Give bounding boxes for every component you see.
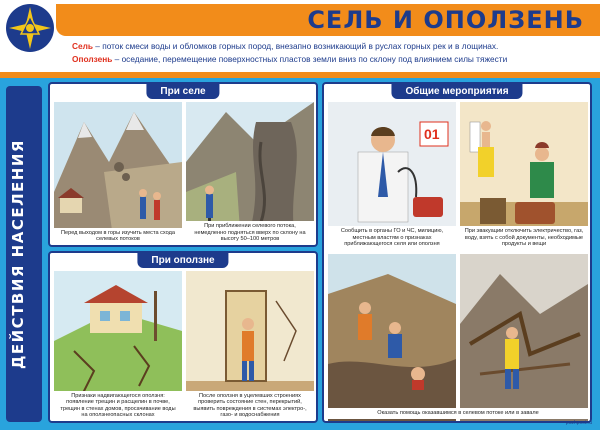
definitions <box>72 40 597 66</box>
panel-general-title: Общие мероприятия <box>391 84 522 99</box>
mudflow-caption-2: При приближении селевого потока, немедленно подняться вверх по склону на высоту 50–100 метров <box>186 221 314 245</box>
landslide-illustration-1 <box>54 271 182 421</box>
mudflow-caption-1: Перед выходом в горы изучить места схода селевых потоков <box>54 228 182 245</box>
general-illustration-phone <box>328 102 456 250</box>
panel-landslide-title: При оползне <box>137 253 228 268</box>
phone-number-badge: 01 <box>424 126 440 142</box>
definition-mudflow: Сель – поток смеси воды и обломков горных пород, внезапно возникающий в руслах горных рек и в лощинах. <box>72 41 499 51</box>
panel-mudflow-title: При селе <box>146 84 219 99</box>
general-caption-3: Оказать помощь оказавшимся в селевом потоке или в завале <box>328 408 588 419</box>
general-illustration-rescue-1 <box>328 254 456 421</box>
panel-landslide <box>48 251 318 423</box>
landslide-caption-1: Признаки надвигающегося оползня: появление трещин и расщелин в почве, трещин в стенах домов, просачивание воды на оползнеопасных склонах <box>54 391 182 421</box>
general-caption-2: При эвакуации отключить электричество, газ, воду, взять с собой документы, необходимые продукты и вещи <box>460 226 588 250</box>
general-illustration-rescue-2 <box>460 254 588 421</box>
orange-divider <box>0 72 600 78</box>
title-bar <box>56 4 600 36</box>
general-illustration-evacuation <box>460 102 588 250</box>
mudflow-illustration-2 <box>186 102 314 245</box>
emergency-emblem-icon <box>6 4 54 52</box>
panel-general <box>322 82 592 423</box>
mudflow-illustration-1 <box>54 102 182 245</box>
side-label: ДЕЙСТВИЯ НАСЕЛЕНИЯ <box>9 139 27 369</box>
landslide-illustration-2 <box>186 271 314 421</box>
general-caption-1: Сообщить в органы ГО и ЧС, милицию, местным властям о признаках приближающегося селя или оползня <box>328 226 456 250</box>
landslide-caption-2: После оползня в уцелевших строениях проверить состояние стен, перекрытий, выявить повреждения в системах электро-, газо- и водоснабжения <box>186 391 314 421</box>
header <box>0 0 600 72</box>
site-credit: pozhpost.ru <box>565 420 592 426</box>
poster-title: СЕЛЬ И ОПОЛЗЕНЬ <box>307 6 584 34</box>
panel-mudflow <box>48 82 318 247</box>
definition-landslide: Оползень – оседание, перемещение поверхностных пластов земли вниз по склону под влиянием силы тяжести <box>72 54 508 64</box>
